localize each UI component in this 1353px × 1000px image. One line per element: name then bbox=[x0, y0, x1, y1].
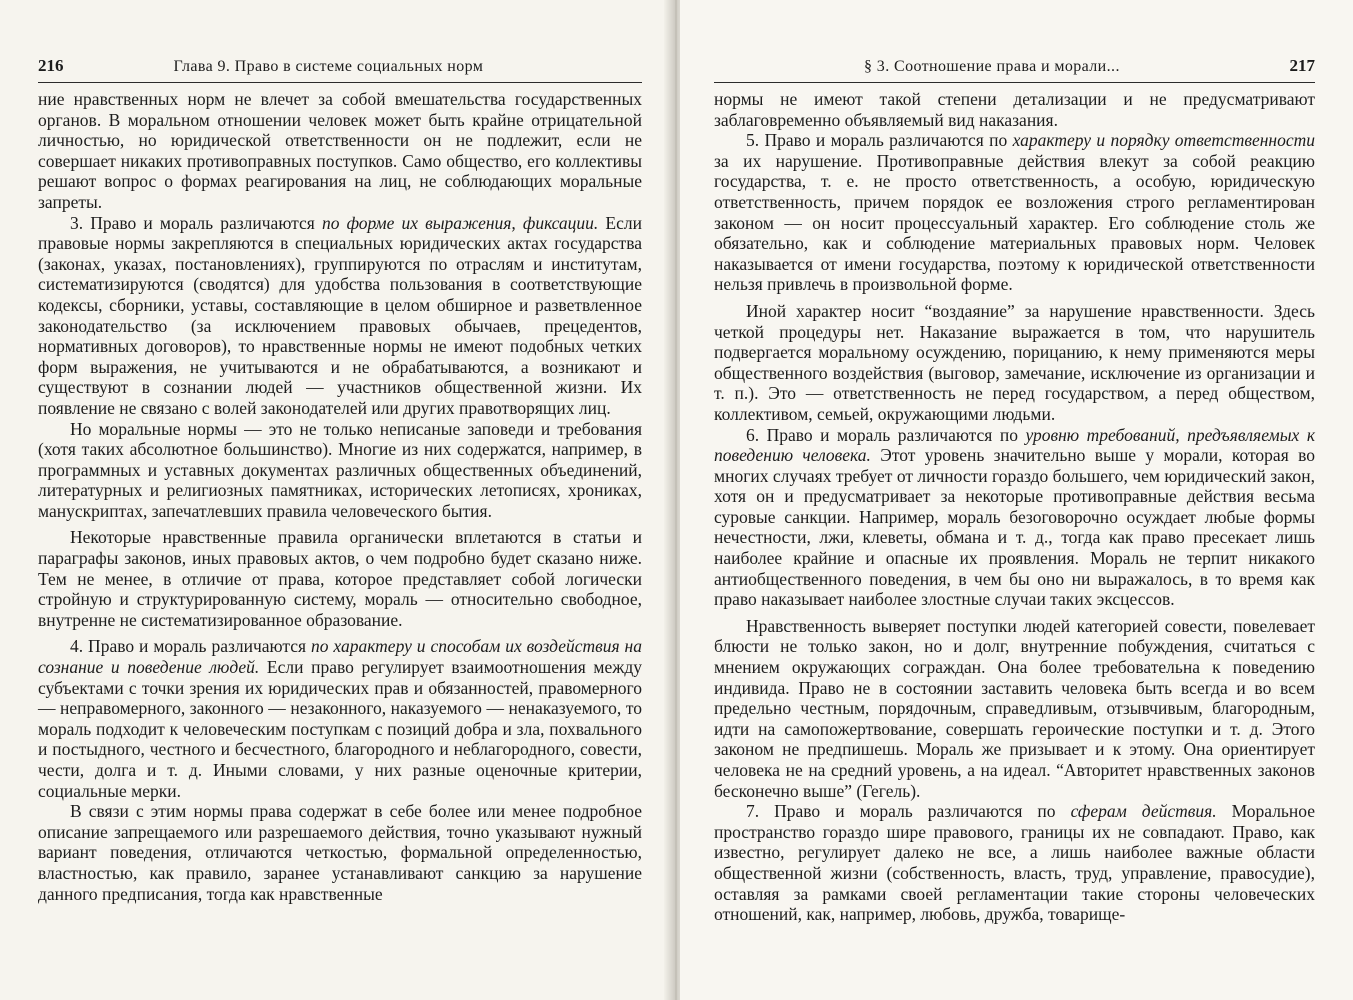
paragraph: нормы не имеют такой степени детализации и не предусматривают заблаговременно объявляемый вид наказания. bbox=[714, 89, 1315, 130]
right-running-head: § 3. Соотношение права и морали... bbox=[864, 58, 1120, 75]
emphasis: характеру и порядку ответственности bbox=[1012, 130, 1316, 151]
paragraph: Иной характер носит “воздаяние” за нарушение нравственности. Здесь четкой процедуры нет. Наказание выражается в том, что нарушитель подвергается моральному осуждению, порицанию, к нему применяются меры общественного воздействия (выговор, замечание, исключение из организации и т. п.). Это — ответственность не перед государством, а перед обществом, коллективом, семьей, окружающими людьми. bbox=[714, 300, 1315, 424]
paragraph-lead: 3. Право и мораль различаются bbox=[70, 212, 322, 233]
paragraph-lead: 5. Право и мораль различаются по bbox=[746, 130, 1013, 151]
left-page-header bbox=[38, 56, 642, 83]
paragraph: Некоторые нравственные правила органически вплетаются в статьи и параграфы законов, иных правовых актов, о чем подробно будет сказано ниже. Тем не менее, в отличие от права, которое представляет собой логически стройную и структурированную систему, мораль — относительно свободное, внутренне не систематизированное образование. bbox=[38, 527, 642, 630]
emphasis: уровню требований, предъявляемых к поведению человека. bbox=[714, 424, 1315, 466]
paragraph bbox=[714, 425, 1315, 610]
paragraph: Нравственность выверяет поступки людей категорией совести, повелевает блюсти не только закон, но и долг, внутренние побуждения, считаться с мнением окружающих сограждан. Она более требовательна к поведению индивида. Право не в состоянии заставить человека быть всегда и во всем предельно честным, порядочным, справедливым, отзывчивым, благородным, идти на самопожертвование, совершать героические поступки и т. д. Этого законом не предпишешь. Мораль же призывает и к этому. Она ориентирует человека не на средний уровень, а на идеал. “Авторитет нравственных законов бесконечно выше” (Гегель). bbox=[714, 615, 1315, 801]
left-page-body bbox=[38, 89, 642, 904]
paragraph bbox=[714, 130, 1315, 295]
paragraph: ние нравственных норм не влечет за собой вмешательства государственных органов. В моральном отношении человек может быть крайне отрицательной личностью, но юридической ответственности он не подлежит, если не совершает никаких противоправных поступков. Само общество, его коллективы решают вопрос о формах реагирования на лиц, не соблюдающих моральные запреты. bbox=[38, 89, 642, 212]
emphasis: по форме их выражения, фиксации. bbox=[321, 212, 599, 233]
emphasis: по характеру и способам их воздействия на сознание и поведение людей. bbox=[38, 636, 642, 678]
paragraph bbox=[38, 213, 642, 419]
left-page-number: 216 bbox=[38, 56, 64, 75]
paragraph-rest: Если право регулирует взаимоотношения между субъектами с точки зрения их юридических прав и обязанностей, правомерного — неправомерного, законного — незаконного, наказуемого — ненаказуемого, то мораль подходит к человеческим поступкам с позиций добра и зла, похвального и постыдного, честного и бесчестного, благородного и неблагородного, совести, чести, долга и т. д. Иными словами, у них разные оценочные критерии, социальные мерки. bbox=[38, 657, 642, 801]
right-page-header bbox=[714, 56, 1315, 83]
paragraph bbox=[714, 801, 1315, 925]
paragraph-rest: за их нарушение. Противоправные действия влекут за собой реакцию государства, т. е. не просто ответственность, а особую, юридическую ответственность, причем порядок ее возложения строго регламентирован законом — он носит процессуальный характер. Его соблюдение столь же обязательно, как и соблюдение материальных правовых норм. Человек наказывается от имени государства, поэтому к юридической ответственности нельзя привлечь в произвольной форме. bbox=[714, 150, 1315, 295]
emphasis: сферам действия. bbox=[1070, 801, 1217, 822]
paragraph: В связи с этим нормы права содержат в себе более или менее подробное описание запрещаемого или разрешаемого действия, точно указывают нужный вариант поведения, отличаются четкостью, формальной определенностью, властностью, как правило, заранее устанавливают санкцию за нарушение данного предписания, тогда как нравственные bbox=[38, 801, 642, 904]
right-page bbox=[680, 0, 1353, 1000]
paragraph-rest: Моральное пространство гораздо шире правового, границы их не совпадают. Право, как известно, регулирует далеко не все, а лишь наиболее важные области общественной жизни (собственность, власть, труд, управление, правосудие), оставляя за рамками своей регламентации такие стороны человеческих отношений, как, например, любовь, дружба, товарище- bbox=[714, 801, 1316, 925]
paragraph-rest: Если правовые нормы закрепляются в специальных юридических актах государства (законах, указах, постановлениях), группируются по отраслям и институтам, систематизируются (сводятся) для удобства пользования в соответствующие кодексы, сборники, уставы, составляющие в целом обширное и разветвленное законодательство (за исключением правовых обычаев, прецедентов, нормативных договоров), то нравственные нормы не имеют подобных четких форм выражения, не учитываются и не обрабатываются, а возникают и существуют в сознании людей — участников общественной жизни. Их появление не связано с волей законодателей или других правотворящих лиц. bbox=[38, 212, 642, 418]
paragraph-lead: 4. Право и мораль различаются bbox=[70, 636, 311, 657]
paragraph-lead: 6. Право и мораль различаются по bbox=[746, 424, 1026, 445]
paragraph bbox=[38, 636, 642, 801]
paragraph-lead: 7. Право и мораль различаются по bbox=[746, 801, 1071, 822]
right-page-body bbox=[714, 89, 1315, 925]
paragraph: Но моральные нормы — это не только неписаные заповеди и требования (хотя таких абсолютное большинство). Многие из них содержатся, например, в программных и уставных документах различных общественных объединений, литературных и религиозных памятниках, исторических летописях, хрониках, манускриптах, запечатлевших правила человеческого бытия. bbox=[38, 418, 642, 521]
left-page bbox=[0, 0, 672, 1000]
right-page-number: 217 bbox=[1289, 56, 1315, 75]
left-running-head: Глава 9. Право в системе социальных норм bbox=[173, 58, 484, 75]
paragraph-rest: Этот уровень значительно выше у морали, которая во многих случаях требует от личности гораздо большего, чем юридический закон, хотя он и предусматривает за некоторые противоправные действия весьма суровые санкции. Например, мораль безоговорочно осуждает любые формы нечестности, лжи, клеветы, обмана и т. д., тогда как право пресекает лишь наиболее крайние и опасные их проявления. Мораль не терпит никакого антиобщественного поведения, в чем бы оно ни выражалось, в то время как право наказывает наиболее злостные случаи таких эксцессов. bbox=[714, 445, 1315, 610]
